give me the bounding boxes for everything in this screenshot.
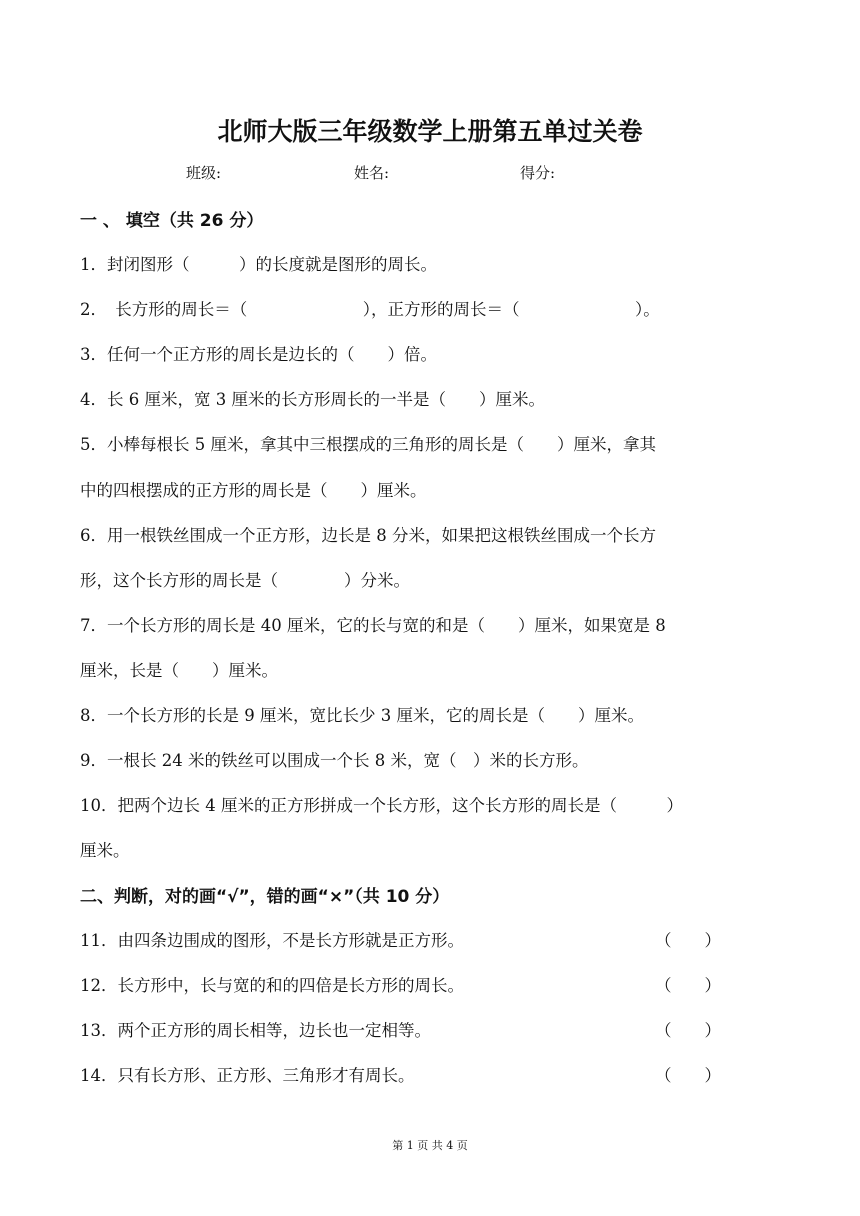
question-line: 2． 长方形的周长＝（ ），正方形的周长＝（ ）。 — [80, 300, 660, 319]
question-line: 7．一个长方形的周长是 40 厘米，它的长与宽的和是（ ）厘米，如果宽是 8 — [80, 616, 666, 635]
judgment-item — [80, 927, 464, 951]
name-label: 姓名: — [354, 164, 390, 182]
judgment-text: 11．由四条边围成的图形，不是长方形就是正方形。 — [80, 931, 464, 950]
question-line: 3．任何一个正方形的周长是边长的（ ）倍。 — [80, 345, 437, 364]
question-line: 中的四根摆成的正方形的周长是（ ）厘米。 — [80, 481, 427, 500]
question-line: 1．封闭图形（ ）的长度就是图形的周长。 — [80, 255, 437, 274]
judgment-text: 12．长方形中，长与宽的和的四倍是长方形的周长。 — [80, 976, 464, 995]
question-line: 形，这个长方形的周长是（ ）分米。 — [80, 571, 410, 590]
question-line: 4．长 6 厘米，宽 3 厘米的长方形周长的一半是（ ）厘米。 — [80, 390, 545, 409]
answer-blank[interactable]: （ ） — [655, 931, 721, 950]
question-line: 10．把两个边长 4 厘米的正方形拼成一个长方形，这个长方形的周长是（ ） — [80, 796, 683, 815]
question-line: 9．一根长 24 米的铁丝可以围成一个长 8 米，宽（ ）米的长方形。 — [80, 751, 589, 770]
question-line: 6．用一根铁丝围成一个正方形，边长是 8 分米，如果把这根铁丝围成一个长方 — [80, 526, 656, 545]
page-footer: 第 1 页 共 4 页 — [392, 1139, 468, 1152]
question-line: 厘米，长是（ ）厘米。 — [80, 661, 278, 680]
answer-blank[interactable]: （ ） — [655, 976, 721, 995]
section-1-heading: 一 、 填空（共 26 分） — [80, 211, 264, 231]
judgment-text: 14．只有长方形、正方形、三角形才有周长。 — [80, 1066, 415, 1085]
answer-blank[interactable]: （ ） — [655, 1021, 721, 1040]
judgment-item — [80, 972, 464, 996]
score-label: 得分: — [520, 164, 556, 182]
page-title: 北师大版三年级数学上册第五单过关卷 — [217, 117, 643, 146]
section-2-heading: 二、判断，对的画“√”，错的画“×”（共 10 分） — [80, 887, 450, 907]
judgment-item — [80, 1017, 431, 1041]
question-line: 8．一个长方形的长是 9 厘米，宽比长少 3 厘米，它的周长是（ ）厘米。 — [80, 706, 644, 725]
question-line: 5．小棒每根长 5 厘米，拿其中三根摆成的三角形的周长是（ ）厘米，拿其 — [80, 435, 656, 454]
answer-blank[interactable]: （ ） — [655, 1066, 721, 1085]
judgment-text: 13．两个正方形的周长相等，边长也一定相等。 — [80, 1021, 431, 1040]
class-label: 班级: — [186, 164, 222, 182]
judgment-item — [80, 1062, 415, 1086]
question-line: 厘米。 — [80, 841, 130, 860]
